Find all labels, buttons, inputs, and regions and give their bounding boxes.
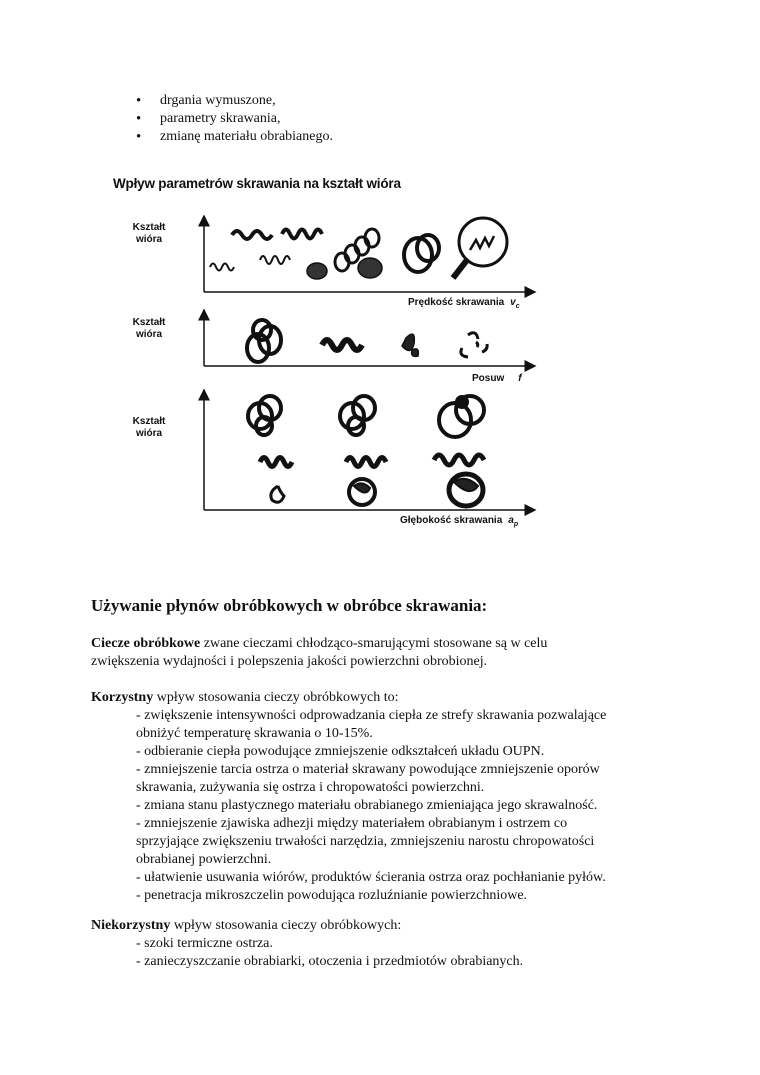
list-item: - zanieczyszczanie obrabiarki, otoczenia i przedmiotów obrabianych. bbox=[136, 954, 524, 969]
figure-graphics bbox=[110, 170, 540, 550]
chip-spring-icon bbox=[260, 256, 290, 264]
chip-coil-icon bbox=[439, 396, 484, 437]
intro-paragraph bbox=[91, 635, 681, 671]
chip-coil-icon bbox=[349, 479, 375, 505]
negative-heading bbox=[91, 917, 681, 935]
chip-ribbon-icon bbox=[282, 230, 322, 239]
list-item: - zmniejszenie tarcia ostrza o materiał skrawany powodujące zmniejszenie oporów bbox=[136, 762, 600, 777]
chip-coil-icon bbox=[248, 396, 281, 435]
bullet-list bbox=[136, 92, 333, 146]
y-axis-label-line: Kształt bbox=[132, 416, 166, 427]
x-axis-label: Posuw f bbox=[472, 373, 522, 384]
x-axis-label: Prędkość skrawania $v_c$ bbox=[408, 297, 520, 310]
y-axis-label-line: wióra bbox=[135, 428, 163, 439]
chip-ribbon-icon bbox=[232, 231, 272, 239]
y-axis-label-line: Kształt bbox=[132, 317, 166, 328]
figure-title: Wpływ parametrów skrawania na kształt wióra bbox=[113, 176, 401, 191]
intro-text: zwane cieczami chłodząco-smarującymi stosowane są w celu bbox=[200, 636, 548, 651]
list-item: - penetracja mikroszczelin powodująca rozluźnianie powierzchniowe. bbox=[136, 888, 528, 903]
list-item: - szoki termiczne ostrza. bbox=[136, 936, 273, 951]
chip-coil-icon bbox=[340, 396, 375, 435]
chip-ribbon-icon bbox=[260, 458, 292, 467]
y-axis-label-line: wióra bbox=[135, 234, 163, 245]
magnifier-icon bbox=[453, 218, 507, 278]
list-item: - odbieranie ciepła powodujące zmniejszenie odkształceń układu OUPN. bbox=[136, 744, 545, 759]
list-item: obrabianej powierzchni. bbox=[136, 852, 272, 867]
chip-fragments-icon bbox=[461, 333, 487, 357]
chip-ribbon-icon bbox=[322, 340, 362, 350]
chip-coil-icon bbox=[307, 263, 327, 279]
chip-coil-icon bbox=[358, 258, 382, 278]
chip-coil-icon bbox=[271, 486, 284, 502]
y-axis-label bbox=[126, 317, 172, 341]
chip-coil-icon bbox=[404, 235, 439, 272]
y-axis-label bbox=[126, 416, 172, 440]
list-item: - zmniejszenie zjawiska adhezji między materiałem obrabianym i ostrzem co bbox=[136, 816, 568, 831]
list-item: • zmianę materiału obrabianego. bbox=[136, 128, 333, 146]
list-item: • parametry skrawania, bbox=[136, 110, 333, 128]
intro-term: Ciecze obróbkowe bbox=[91, 636, 201, 651]
positive-intro: wpływ stosowania cieczy obróbkowych to: bbox=[153, 690, 399, 705]
chip-shape-figure bbox=[110, 170, 540, 550]
negative-term: Niekorzystny bbox=[91, 918, 171, 933]
positive-list bbox=[136, 707, 696, 905]
chip-ribbon-icon bbox=[346, 458, 386, 467]
list-item: sprzyjające zwiększeniu trwałości narzędzia, zmniejszeniu narostu chropowatości bbox=[136, 834, 595, 849]
intro-text: zwiększenia wydajności i polepszenia jakości powierzchni obrobionej. bbox=[91, 654, 488, 669]
y-axis-label bbox=[126, 222, 172, 246]
chip-coil-icon bbox=[247, 320, 281, 362]
x-axis-label: Głębokość skrawania $a_p$ bbox=[400, 515, 519, 528]
y-axis-label-line: wióra bbox=[135, 329, 163, 340]
positive-heading bbox=[91, 689, 681, 707]
negative-intro: wpływ stosowania cieczy obróbkowych: bbox=[170, 918, 402, 933]
list-item: skrawania, zużywania się ostrza i chropowatości powierzchni. bbox=[136, 780, 485, 795]
list-item: - zwiększenie intensywności odprowadzania ciepła ze strefy skrawania pozwalające bbox=[136, 708, 607, 723]
chip-fragment-icon bbox=[402, 334, 418, 356]
list-item: • drgania wymuszone, bbox=[136, 92, 333, 110]
list-item: - ułatwienie usuwania wiórów, produktów ścierania ostrza oraz pochłanianie pyłów. bbox=[136, 870, 606, 885]
chip-ribbon-icon bbox=[434, 455, 484, 465]
negative-list bbox=[136, 935, 696, 971]
list-item: obniżyć temperaturę skrawania o 10-15%. bbox=[136, 726, 373, 741]
positive-term: Korzystny bbox=[91, 690, 154, 705]
list-item: - zmiana stanu plastycznego materiału obrabianego zmieniająca jego skrawalność. bbox=[136, 798, 598, 813]
chip-coil-icon bbox=[449, 474, 483, 506]
y-axis-label-line: Kształt bbox=[132, 222, 166, 233]
section-heading: Używanie płynów obróbkowych w obróbce skrawania: bbox=[91, 596, 488, 615]
chip-spring-icon bbox=[210, 264, 234, 271]
